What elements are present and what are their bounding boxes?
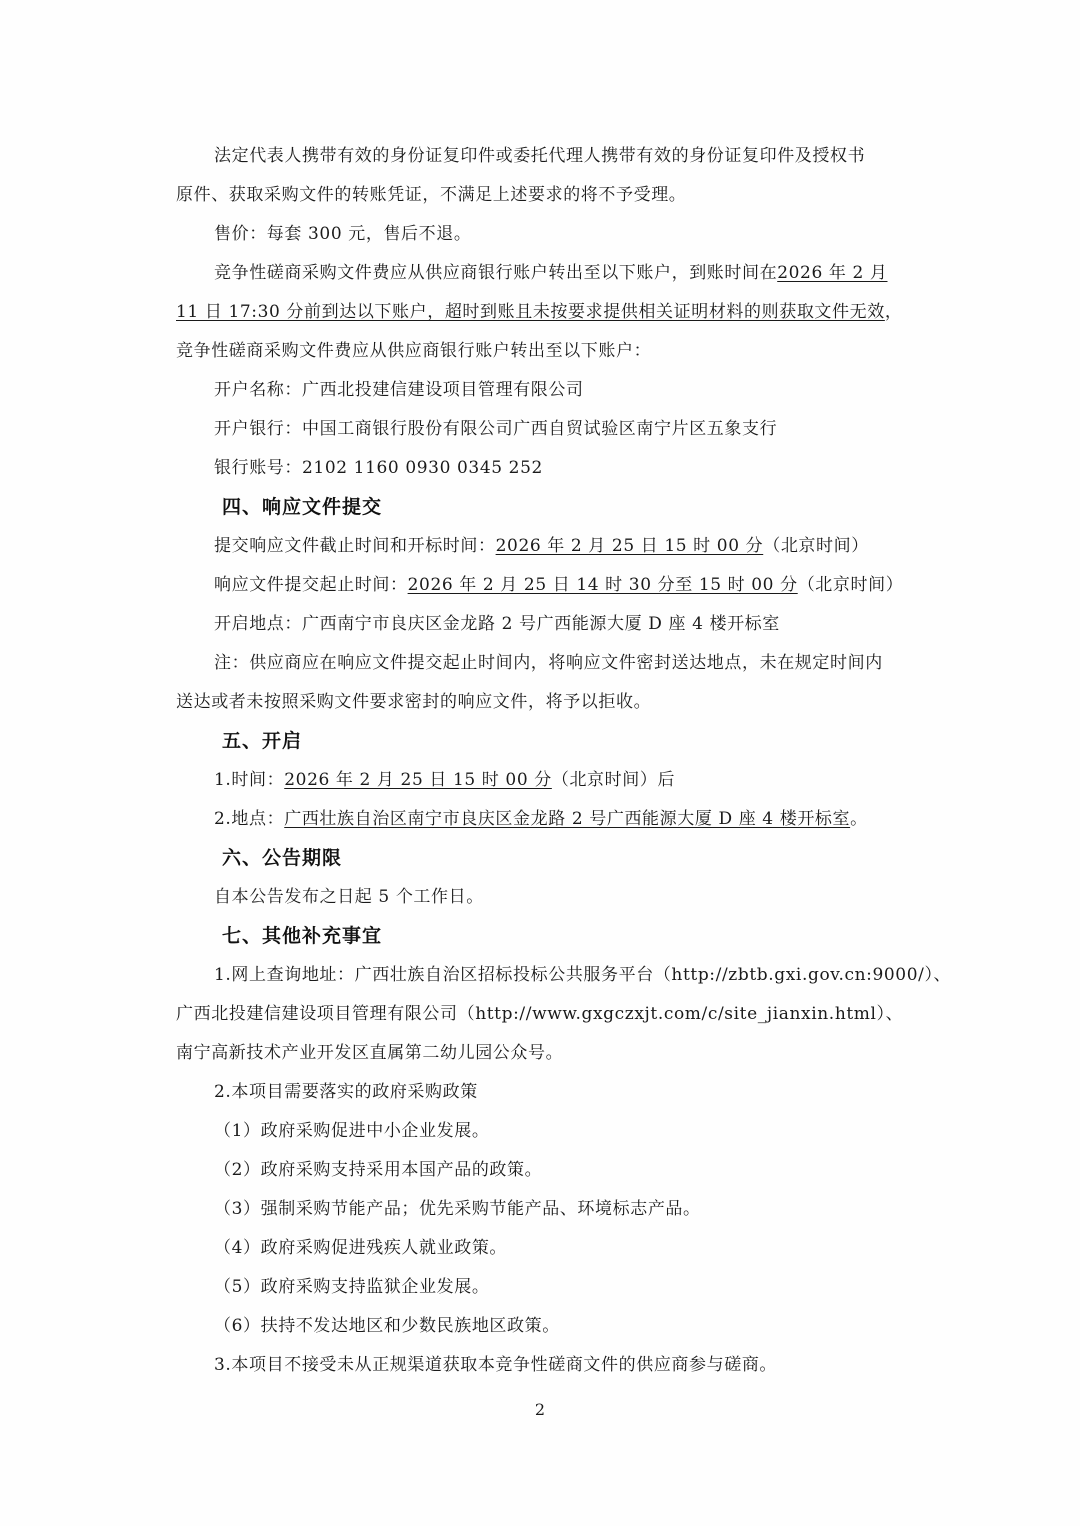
text-span: 送达或者未按照采购文件要求密封的响应文件，将予以拒收。 [176, 692, 652, 712]
section-heading: 七、其他补充事宜 [222, 925, 383, 947]
text-span: 法定代表人携带有效的身份证复印件或委托代理人携带有效的身份证复印件及授权书 [214, 146, 866, 166]
text-line [176, 1112, 946, 1151]
text-line [176, 644, 946, 683]
text-span: 原件、获取采购文件的转账凭证，不满足上述要求的将不予受理。 [176, 185, 687, 205]
text-span: （北京时间） [797, 575, 904, 595]
text-line [176, 683, 946, 722]
text-span: （4）政府采购促进残疾人就业政策。 [214, 1238, 508, 1258]
text-span: （1）政府采购促进中小企业发展。 [214, 1121, 490, 1141]
text-line [176, 1190, 946, 1229]
text-span: 注：供应商应在响应文件提交起止时间内，将响应文件密封送达地点，未在规定时间内 [214, 653, 883, 673]
text-line [176, 527, 946, 566]
underlined-text: 2026 年 2 月 25 日 14 时 30 分至 15 时 00 分 [407, 575, 798, 595]
text-span: 开户名称：广西北投建信建设项目管理有限公司 [214, 380, 584, 400]
text-line [176, 215, 946, 254]
text-line [176, 878, 946, 917]
underlined-text: 2026 年 2 月 [777, 263, 888, 283]
underlined-text: 2026 年 2 月 25 日 15 时 00 分 [284, 770, 552, 790]
text-span: 。 [850, 809, 868, 829]
section-heading: 四、响应文件提交 [222, 496, 383, 518]
section-heading: 六、公告期限 [222, 847, 343, 869]
text-span: （北京时间） [763, 536, 869, 556]
text-line [176, 1268, 946, 1307]
section-heading: 五、开启 [222, 730, 303, 752]
underlined-text: 11 日 17:30 分前到达以下账户，超时到账且未按要求提供相关证明材料的则获取文件无效 [176, 302, 885, 322]
text-line [176, 761, 946, 800]
text-span: 竞争性磋商采购文件费应从供应商银行账户转出至以下账户： [176, 341, 652, 361]
text-span: 开启地点：广西南宁市良庆区金龙路 2 号广西能源大厦 D 座 4 楼开标室 [214, 614, 780, 634]
text-span: （6）扶持不发达地区和少数民族地区政策。 [214, 1316, 560, 1336]
text-span: 售价：每套 300 元，售后不退。 [214, 224, 472, 244]
text-span: 银行账号：2102 1160 0930 0345 252 [214, 458, 543, 478]
text-span: （2）政府采购支持采用本国产品的政策。 [214, 1160, 543, 1180]
text-span: 2.地点： [214, 809, 285, 829]
text-span: 广西北投建信建设项目管理有限公司（http://www.gxgczxjt.com/c/site_jianxin.html）、 [176, 1004, 904, 1024]
text-span: 南宁高新技术产业开发区直属第二幼儿园公众号。 [176, 1043, 564, 1063]
text-span: （3）强制采购节能产品；优先采购节能产品、环境标志产品。 [214, 1199, 701, 1219]
text-line [176, 1034, 946, 1073]
text-line [176, 1307, 946, 1346]
text-line [176, 254, 946, 293]
text-span: 响应文件提交起止时间： [214, 575, 408, 595]
text-span: 2.本项目需要落实的政府采购政策 [214, 1082, 478, 1102]
text-span: 3.本项目不接受未从正规渠道获取本竞争性磋商文件的供应商参与磋商。 [214, 1355, 778, 1375]
text-line [176, 800, 946, 839]
text-line [176, 137, 946, 176]
text-span: 开户银行：中国工商银行股份有限公司广西自贸试验区南宁片区五象支行 [214, 419, 778, 439]
text-span: （5）政府采购支持监狱企业发展。 [214, 1277, 490, 1297]
text-line [176, 605, 946, 644]
text-line [176, 566, 946, 605]
text-line [176, 956, 952, 995]
text-line [176, 176, 946, 215]
text-span: 1.网上查询地址：广西壮族自治区招标投标公共服务平台（http://zbtb.gxi.gov.cn:9000/）、 [214, 965, 952, 985]
text-line [176, 371, 946, 410]
text-line [176, 1073, 946, 1112]
text-line [176, 410, 946, 449]
underlined-text: 广西壮族自治区南宁市良庆区金龙路 2 号广西能源大厦 D 座 4 楼开标室 [284, 809, 851, 829]
text-span: 提交响应文件截止时间和开标时间： [214, 536, 496, 556]
underlined-text: 2026 年 2 月 25 日 15 时 00 分 [495, 536, 764, 556]
text-line [176, 293, 946, 332]
text-span: 竞争性磋商采购文件费应从供应商银行账户转出至以下账户，到账时间在 [214, 263, 778, 283]
text-line [176, 1229, 946, 1268]
page-number: 2 [534, 1400, 546, 1419]
text-span: 1.时间： [214, 770, 285, 790]
text-span: 自本公告发布之日起 5 个工作日。 [214, 887, 484, 907]
text-line [176, 1151, 946, 1190]
text-line [176, 1346, 946, 1385]
text-line [176, 332, 946, 371]
document-body [176, 137, 952, 1385]
text-line [176, 449, 946, 488]
text-span: ， [884, 302, 903, 322]
text-line [176, 995, 946, 1034]
text-span: （北京时间）后 [551, 770, 676, 790]
